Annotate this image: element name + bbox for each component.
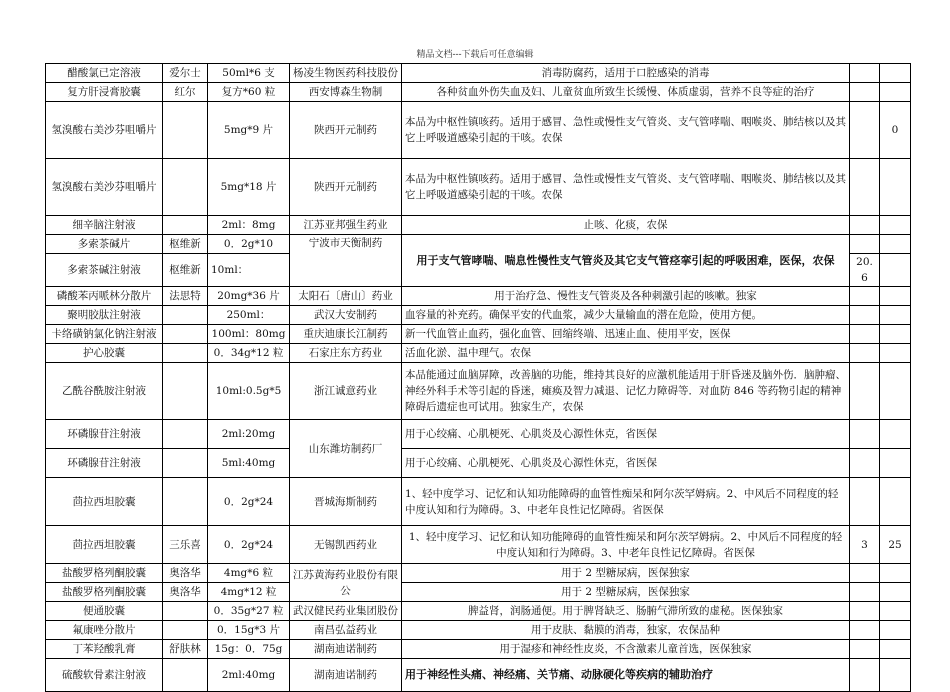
drug-name-cell: 复方肝浸膏胶囊 bbox=[46, 83, 163, 102]
drug-name-cell: 卡络磺钠氯化钠注射液 bbox=[46, 325, 163, 344]
description-cell: 各种贫血外伤失血及妇、儿童贫血所致生长缓慢、体质虚弱，营养不良等症的治疗 bbox=[402, 83, 850, 102]
manufacturer-cell: 太阳石〔唐山〕药业 bbox=[290, 287, 402, 306]
brand-cell bbox=[163, 102, 208, 159]
spec-cell: 10ml： bbox=[208, 254, 290, 287]
value-b-cell bbox=[880, 254, 911, 287]
manufacturer-cell: 江苏亚邦强生药业 bbox=[290, 216, 402, 235]
description-cell: 用于神经性头痛、神经痛、关节痛、动脉硬化等疾病的辅助治疗 bbox=[402, 659, 850, 692]
table-row bbox=[46, 621, 911, 640]
value-a-cell bbox=[850, 640, 880, 659]
table-row bbox=[46, 325, 911, 344]
value-a-cell bbox=[850, 420, 880, 449]
spec-cell: 100ml：80mg bbox=[208, 325, 290, 344]
manufacturer-cell: 武汉健民药业集团股份 bbox=[290, 602, 402, 621]
brand-cell bbox=[163, 449, 208, 478]
spec-cell: 2ml：8mg bbox=[208, 216, 290, 235]
value-a-cell bbox=[850, 583, 880, 602]
description-cell: 新一代血管止血药，强化血管、回缩终端、迅速止血、使用平安，医保 bbox=[402, 325, 850, 344]
value-a-cell bbox=[850, 102, 880, 159]
drug-name-cell: 磷酸苯丙哌林分散片 bbox=[46, 287, 163, 306]
value-a-cell bbox=[850, 602, 880, 621]
value-a-cell bbox=[850, 159, 880, 216]
table-row bbox=[46, 526, 911, 564]
drug-name-cell: 丁苯羟酸乳膏 bbox=[46, 640, 163, 659]
manufacturer-cell: 晋城海斯制药 bbox=[290, 478, 402, 526]
spec-cell: 0．2g*24 bbox=[208, 478, 290, 526]
value-a-cell bbox=[850, 344, 880, 363]
drug-name-cell: 多索茶碱注射液 bbox=[46, 254, 163, 287]
value-b-cell bbox=[880, 235, 911, 254]
value-a-cell bbox=[850, 363, 880, 420]
value-a-cell bbox=[850, 449, 880, 478]
brand-cell bbox=[163, 420, 208, 449]
spec-cell: 20mg*36 片 bbox=[208, 287, 290, 306]
brand-cell bbox=[163, 306, 208, 325]
spec-cell: 4mg*12 粒 bbox=[208, 583, 290, 602]
value-b-cell bbox=[880, 287, 911, 306]
value-b-cell bbox=[880, 344, 911, 363]
value-b-cell bbox=[880, 564, 911, 583]
spec-cell: 0．35g*27 粒 bbox=[208, 602, 290, 621]
description-cell: 用于皮肤、黏膜的消毒，独家，农保品种 bbox=[402, 621, 850, 640]
drug-name-cell: 茴拉西坦胶囊 bbox=[46, 526, 163, 564]
table-row bbox=[46, 287, 911, 306]
value-a-cell bbox=[850, 478, 880, 526]
brand-cell: 枢维新 bbox=[163, 235, 208, 254]
spec-cell: 5ml:40mg bbox=[208, 449, 290, 478]
manufacturer-cell: 杨凌生物医药科技股份 bbox=[290, 64, 402, 83]
description-cell: 用于心绞痛、心肌梗死、心肌炎及心源性休克，省医保 bbox=[402, 449, 850, 478]
spec-cell: 4mg*6 粒 bbox=[208, 564, 290, 583]
value-b-cell bbox=[880, 306, 911, 325]
manufacturer-cell: 南昌弘益药业 bbox=[290, 621, 402, 640]
spec-cell: 0．15g*3 片 bbox=[208, 621, 290, 640]
table-row bbox=[46, 306, 911, 325]
table-row bbox=[46, 583, 911, 602]
table-row bbox=[46, 159, 911, 216]
drug-name-cell: 细辛脑注射液 bbox=[46, 216, 163, 235]
description-cell: 本品为中枢性镇咳药。适用于感冒、急性或慢性支气管炎、支气管哮喘、咽喉炎、肺结核以及其它上呼吸道感染引起的干咳。农保 bbox=[402, 102, 850, 159]
table-row bbox=[46, 235, 911, 254]
drug-name-cell: 聚明胶肽注射液 bbox=[46, 306, 163, 325]
value-a-cell bbox=[850, 659, 880, 692]
description-cell: 消毒防腐药，适用于口腔感染的消毒 bbox=[402, 64, 850, 83]
brand-cell: 枢维新 bbox=[163, 254, 208, 287]
manufacturer-cell: 石家庄东方药业 bbox=[290, 344, 402, 363]
value-a-cell bbox=[850, 64, 880, 83]
spec-cell: 10ml:0.5g*5 bbox=[208, 363, 290, 420]
value-b-cell bbox=[880, 420, 911, 449]
brand-cell: 爱尔士 bbox=[163, 64, 208, 83]
value-a-cell bbox=[850, 216, 880, 235]
table-row bbox=[46, 564, 911, 583]
description-cell: 1、轻中度学习、记忆和认知功能障碍的血管性痴呆和阿尔茨罕姆病。2、中风后不同程度的轻中度认知和行为障碍。3、中老年良性记忆障碍。省医保 bbox=[402, 478, 850, 526]
table-row bbox=[46, 344, 911, 363]
manufacturer-cell: 湖南迪诺制药 bbox=[290, 640, 402, 659]
manufacturer-cell: 浙江诚意药业 bbox=[290, 363, 402, 420]
drug-name-cell: 醋酸氯已定溶液 bbox=[46, 64, 163, 83]
manufacturer-cell: 西安博森生物制 bbox=[290, 83, 402, 102]
brand-cell bbox=[163, 478, 208, 526]
value-b-cell bbox=[880, 602, 911, 621]
drug-name-cell: 环磷腺苷注射液 bbox=[46, 449, 163, 478]
drug-name-cell: 便通胶囊 bbox=[46, 602, 163, 621]
manufacturer-cell: 无锡凯西药业 bbox=[290, 526, 402, 564]
value-b-cell bbox=[880, 216, 911, 235]
value-b-cell bbox=[880, 659, 911, 692]
brand-cell bbox=[163, 659, 208, 692]
table-row bbox=[46, 363, 911, 420]
brand-cell: 舒肤林 bbox=[163, 640, 208, 659]
brand-cell: 奥洛华 bbox=[163, 564, 208, 583]
value-b-cell: 25 bbox=[880, 526, 911, 564]
description-cell: 用于支气管哮喘、喘息性慢性支气管炎及其它支气管痉挛引起的呼吸困难，医保，农保 bbox=[402, 235, 850, 287]
table-row bbox=[46, 478, 911, 526]
value-a-cell: 3 bbox=[850, 526, 880, 564]
brand-cell bbox=[163, 602, 208, 621]
drug-name-cell: 氟康唑分散片 bbox=[46, 621, 163, 640]
description-cell: 血容量的补充药。确保平安的代血浆，减少大量输血的潜在危险，使用方便。 bbox=[402, 306, 850, 325]
value-b-cell bbox=[880, 478, 911, 526]
description-cell: 活血化淤、温中理气。农保 bbox=[402, 344, 850, 363]
value-b-cell bbox=[880, 621, 911, 640]
table-row bbox=[46, 420, 911, 449]
brand-cell: 三乐喜 bbox=[163, 526, 208, 564]
value-b-cell bbox=[880, 159, 911, 216]
table-row bbox=[46, 602, 911, 621]
drug-name-cell: 盐酸罗格列酮胶囊 bbox=[46, 564, 163, 583]
value-a-cell bbox=[850, 306, 880, 325]
brand-cell bbox=[163, 216, 208, 235]
description-cell: 本品为中枢性镇咳药。适用于感冒、急性或慢性支气管炎、支气管哮喘、咽喉炎、肺结核以及其它上呼吸道感染引起的干咳。农保 bbox=[402, 159, 850, 216]
manufacturer-cell: 江苏黄海药业股份有限公 bbox=[290, 564, 402, 602]
table-row bbox=[46, 64, 911, 83]
spec-cell: 0．2g*24 bbox=[208, 526, 290, 564]
description-cell: 用于湿疹和神经性皮炎，不含激素儿童首选，医保独家 bbox=[402, 640, 850, 659]
drug-name-cell: 氢溴酸右美沙芬咀嚼片 bbox=[46, 159, 163, 216]
brand-cell: 红尔 bbox=[163, 83, 208, 102]
value-a-cell bbox=[850, 287, 880, 306]
table-row bbox=[46, 102, 911, 159]
manufacturer-cell: 陕西开元制药 bbox=[290, 159, 402, 216]
drug-name-cell: 氢溴酸右美沙芬咀嚼片 bbox=[46, 102, 163, 159]
spec-cell: 0．2g*10 bbox=[208, 235, 290, 254]
value-a-cell: 20.6 bbox=[850, 254, 880, 287]
spec-cell: 5mg*9 片 bbox=[208, 102, 290, 159]
brand-cell bbox=[163, 621, 208, 640]
drug-name-cell: 多索茶碱片 bbox=[46, 235, 163, 254]
page-header: 精品文档---下载后可任意编辑 bbox=[416, 50, 534, 60]
value-a-cell bbox=[850, 564, 880, 583]
spec-cell: 250ml： bbox=[208, 306, 290, 325]
drug-name-cell: 硫酸软骨素注射液 bbox=[46, 659, 163, 692]
value-b-cell bbox=[880, 83, 911, 102]
table-row bbox=[46, 216, 911, 235]
value-b-cell bbox=[880, 449, 911, 478]
value-b-cell bbox=[880, 64, 911, 83]
spec-cell: 5mg*18 片 bbox=[208, 159, 290, 216]
manufacturer-cell: 山东潍坊制药厂 bbox=[290, 420, 402, 478]
drug-name-cell: 盐酸罗格列酮胶囊 bbox=[46, 583, 163, 602]
drug-name-cell: 护心胶囊 bbox=[46, 344, 163, 363]
description-cell: 1、轻中度学习、记忆和认知功能障碍的血管性痴呆和阿尔茨罕姆病。2、中风后不同程度的轻中度认知和行为障碍。3、中老年良性记忆障碍。省医保 bbox=[402, 526, 850, 564]
value-a-cell bbox=[850, 621, 880, 640]
table-row bbox=[46, 659, 911, 692]
manufacturer-cell: 武汉大安制药 bbox=[290, 306, 402, 325]
drug-name-cell: 环磷腺苷注射液 bbox=[46, 420, 163, 449]
brand-cell: 法思特 bbox=[163, 287, 208, 306]
value-b-cell bbox=[880, 583, 911, 602]
drug-table bbox=[45, 63, 911, 692]
value-b-cell bbox=[880, 640, 911, 659]
value-b-cell bbox=[880, 325, 911, 344]
drug-name-cell: 茴拉西坦胶囊 bbox=[46, 478, 163, 526]
description-cell: 用于 2 型糖尿病，医保独家 bbox=[402, 564, 850, 583]
description-cell: 用于 2 型糖尿病，医保独家 bbox=[402, 583, 850, 602]
table-row bbox=[46, 449, 911, 478]
description-cell: 止咳、化痰，农保 bbox=[402, 216, 850, 235]
manufacturer-cell: 宁波市天衡制药 bbox=[290, 235, 402, 287]
drug-name-cell: 乙酰谷酰胺注射液 bbox=[46, 363, 163, 420]
brand-cell: 奥洛华 bbox=[163, 583, 208, 602]
brand-cell bbox=[163, 363, 208, 420]
spec-cell: 2ml:20mg bbox=[208, 420, 290, 449]
value-b-cell bbox=[880, 363, 911, 420]
description-cell: 本品能通过血脑屏障，改善脑的功能，维持其良好的应激机能适用于肝昏迷及脑外伤．脑肿瘤、神经外科手术等引起的昏迷，瘫痪及智力减退、记忆力障碍等．对血防 846 等药物引起的精神障碍后遗症也可试用。独家生产，农保 bbox=[402, 363, 850, 420]
brand-cell bbox=[163, 344, 208, 363]
manufacturer-cell: 陕西开元制药 bbox=[290, 102, 402, 159]
spec-cell: 2ml:40mg bbox=[208, 659, 290, 692]
manufacturer-cell: 湖南迪诺制药 bbox=[290, 659, 402, 692]
brand-cell bbox=[163, 159, 208, 216]
description-cell: 用于治疗急、慢性支气管炎及各种刺激引起的咳嗽。独家 bbox=[402, 287, 850, 306]
brand-cell bbox=[163, 325, 208, 344]
value-a-cell bbox=[850, 325, 880, 344]
table-row bbox=[46, 640, 911, 659]
spec-cell: 复方*60 粒 bbox=[208, 83, 290, 102]
value-b-cell: 0 bbox=[880, 102, 911, 159]
spec-cell: 0．34g*12 粒 bbox=[208, 344, 290, 363]
value-a-cell bbox=[850, 235, 880, 254]
spec-cell: 50ml*6 支 bbox=[208, 64, 290, 83]
spec-cell: 15g：0．75g bbox=[208, 640, 290, 659]
description-cell: 用于心绞痛、心肌梗死、心肌炎及心源性休克，省医保 bbox=[402, 420, 850, 449]
description-cell: 脾益肾，润肠通便。用于脾肾缺乏、肠腑气滞所致的虚秘。医保独家 bbox=[402, 602, 850, 621]
table-row bbox=[46, 83, 911, 102]
manufacturer-cell: 重庆迪康长江制药 bbox=[290, 325, 402, 344]
value-a-cell bbox=[850, 83, 880, 102]
